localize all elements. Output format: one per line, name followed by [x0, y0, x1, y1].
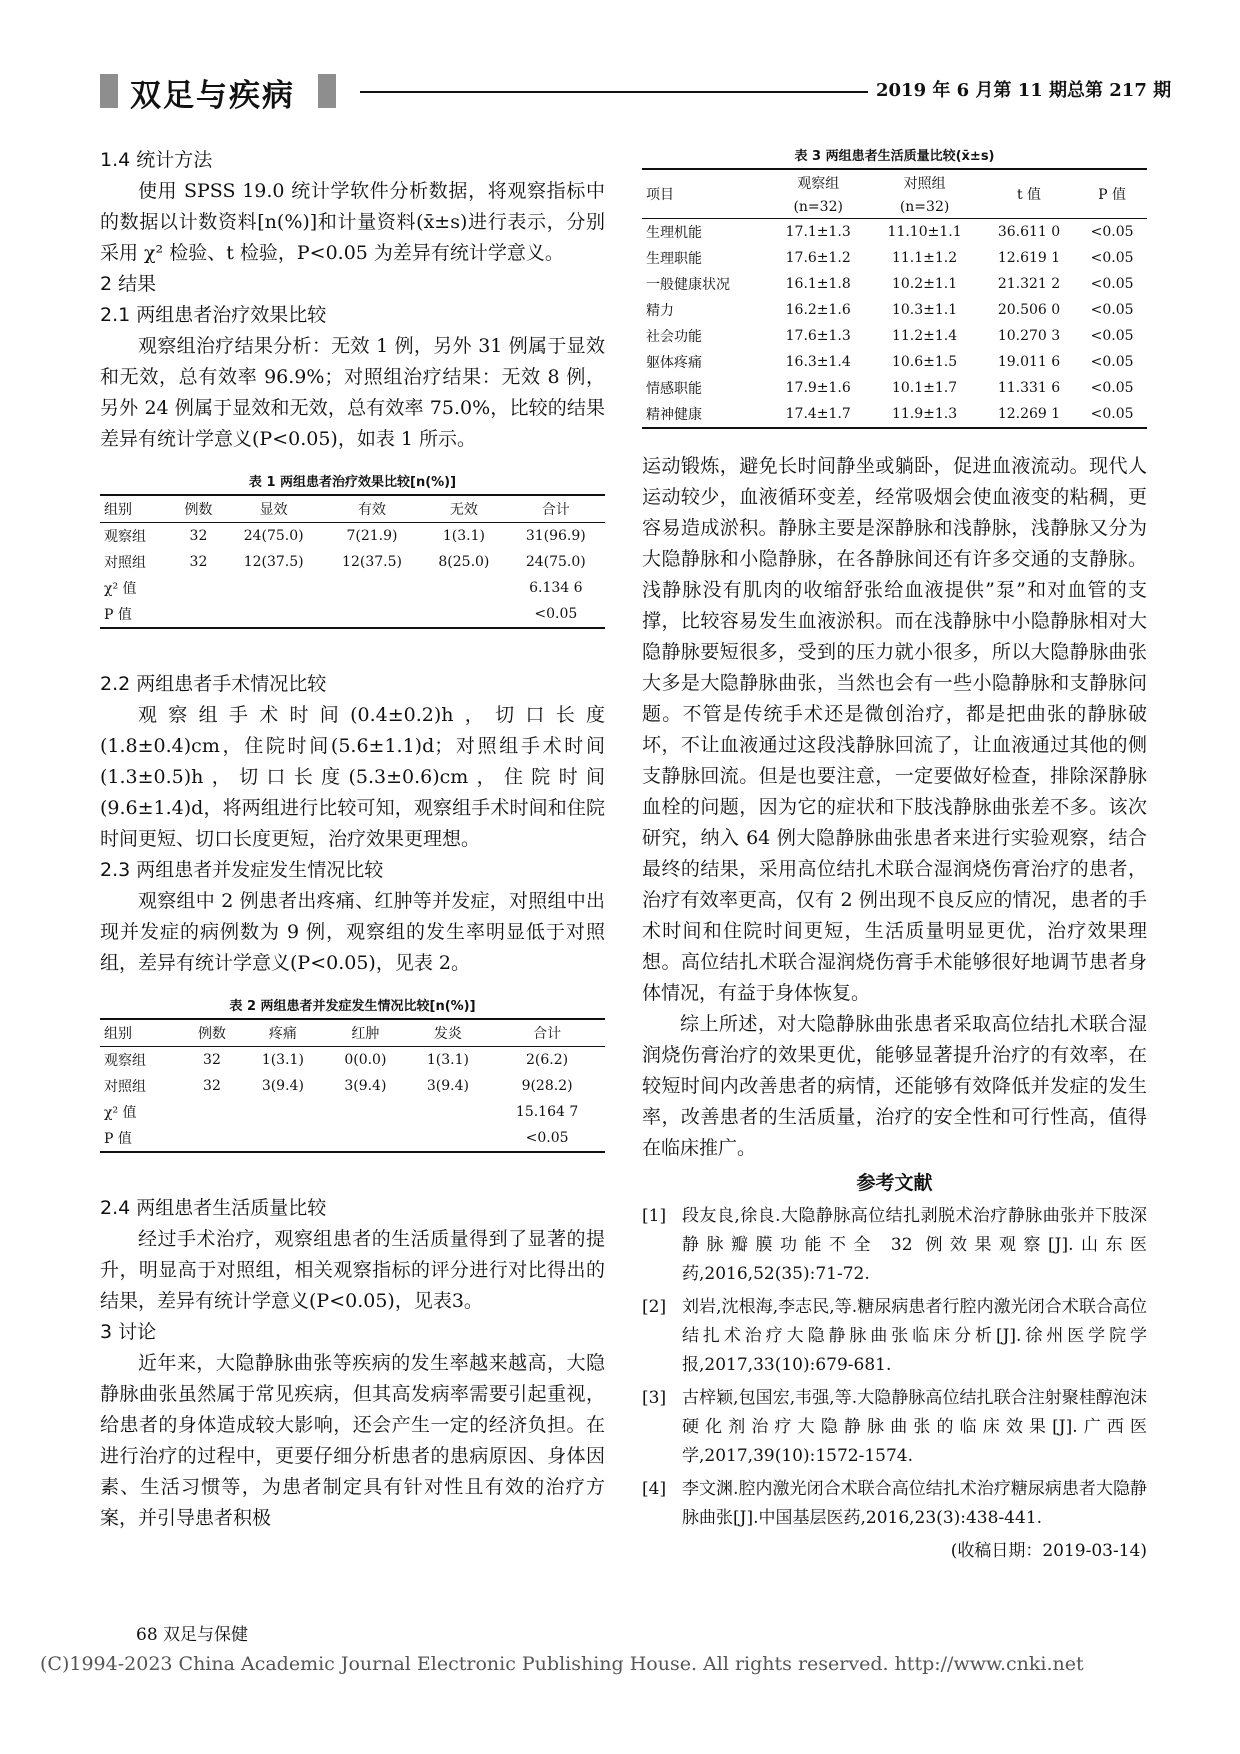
table-cell: 一般健康状况	[646, 277, 730, 293]
table-cell: 11.1±1.2	[891, 250, 958, 266]
table-cell: 11.2±1.4	[891, 328, 958, 344]
table-2-header: 组别	[100, 1019, 182, 1047]
reference-number: [4]	[642, 1479, 667, 1499]
table-cell: 观察组	[104, 1053, 146, 1069]
table-1	[100, 494, 605, 629]
table-cell: 32	[189, 528, 208, 544]
table-1-header: 有效	[323, 495, 421, 523]
reference-text: 李文渊.腔内激光闭合术联合高位结扎术治疗糖尿病患者大隐静脉曲张[J].中国基层医药,2016,23(3):438-441.	[682, 1479, 1147, 1528]
table-row	[642, 349, 1147, 375]
table-cell: 社会功能	[646, 329, 702, 345]
table-row	[100, 601, 605, 628]
copyright-notice: (C)1994-2023 China Academic Journal Electronic Publishing House. All rights reserved. http://www.cnki.net	[40, 1653, 1084, 1675]
reference-item	[642, 1293, 1147, 1380]
references-heading: 参考文献	[856, 1172, 933, 1194]
table-cell: 17.9±1.6	[785, 380, 851, 396]
table-cell: <0.05	[1077, 401, 1147, 428]
table-cell: 生理机能	[646, 225, 702, 241]
reference-number: [3]	[642, 1388, 667, 1408]
table-row	[642, 323, 1147, 349]
table-cell: 15.164 7	[515, 1104, 579, 1120]
table-3-subheader: (n=32)	[768, 196, 868, 219]
table-cell: 32	[203, 1052, 221, 1068]
left-column	[100, 145, 605, 1534]
table-cell: 12(37.5)	[243, 554, 304, 570]
section-2-3-text: 观察组中 2 例患者出疼痛、红肿等并发症，对照组中出现并发症的病例数为 9 例，观察组的发生率明显低于对照组，差异有统计学意义(P<0.05)，见表 2。	[100, 890, 605, 974]
table-cell: 32	[189, 554, 208, 570]
table-2-header: 例数	[182, 1019, 241, 1047]
table-cell: 10.1±1.7	[891, 380, 958, 396]
reference-text: 刘岩,沈根海,李志民,等.糖尿病患者行腔内激光闭合术联合高位结扎术治疗大隐静脉曲张临床分析[J].徐州医学院学报,2017,33(10):679-681.	[682, 1297, 1147, 1375]
section-2-4-heading: 2.4 两组患者生活质量比较	[100, 1197, 327, 1219]
header-decor-bar-left	[100, 74, 118, 108]
table-cell: 9(28.2)	[521, 1078, 573, 1094]
table-3	[642, 168, 1147, 429]
table-3-header: t 值	[981, 169, 1077, 219]
table-2-header: 合计	[489, 1019, 605, 1047]
table-cell: 16.1±1.8	[785, 276, 851, 292]
table-cell: 7(21.9)	[346, 528, 398, 544]
conclusion-text: 综上所述，对大隐静脉曲张患者采取高位结扎术联合湿润烧伤膏治疗的效果更优，能够显著提升治疗的有效率，在较短时间内改善患者的病情，还能够有效降低并发症的发生率，改善患者的生活质量，治疗的安全性和可行性高，值得在临床推广。	[642, 1013, 1147, 1159]
table-cell: 精神健康	[642, 401, 768, 428]
issue-info: 2019 年 6 月第 11 期总第 217 期	[876, 80, 1172, 101]
table-cell: P 值	[100, 1125, 182, 1152]
table-cell: 11.10±1.1	[887, 224, 962, 240]
section-1-4-text: 使用 SPSS 19.0 统计学软件分析数据，将观察指标中的数据以计数资料[n(%)]和计量资料(x̄±s)进行表示，分别采用 χ² 检验、t 检验，P<0.05 为差异有统计学意义。	[100, 180, 605, 264]
table-3-header: 对照组	[868, 169, 980, 196]
table-cell: 24(75.0)	[243, 528, 304, 544]
table-2-header: 红肿	[324, 1019, 407, 1047]
table-3-caption: 表 3 两组患者生活质量比较(x̄±s)	[794, 149, 995, 164]
table-cell: <0.05	[1090, 276, 1134, 292]
table-cell: 36.611 0	[997, 224, 1061, 240]
table-cell: χ² 值	[104, 581, 137, 597]
table-1-header: 例数	[172, 495, 224, 523]
table-cell: P 值	[100, 601, 172, 628]
table-cell: 6.134 6	[529, 580, 583, 596]
section-2-2-heading: 2.2 两组患者手术情况比较	[100, 673, 327, 695]
table-cell: 17.6±1.3	[785, 328, 851, 344]
header-decor-bar-right	[318, 74, 336, 108]
table-2-caption: 表 2 两组患者并发症发生情况比较[n(%)]	[229, 999, 476, 1014]
table-cell: 24(75.0)	[525, 554, 586, 570]
table-cell: 12.619 1	[997, 250, 1061, 266]
table-cell: <0.05	[1090, 354, 1134, 370]
journal-title: 双足与疾病	[130, 78, 295, 114]
table-row	[642, 297, 1147, 323]
table-cell: 17.4±1.7	[768, 401, 868, 428]
table-cell: 21.321 2	[997, 276, 1061, 292]
table-cell: 3(9.4)	[426, 1078, 469, 1094]
table-cell: 17.6±1.2	[785, 250, 851, 266]
table-cell: <0.05	[1090, 380, 1134, 396]
table-1-header: 组别	[100, 495, 172, 523]
received-date: (收稿日期：2019-03-14)	[950, 1541, 1147, 1561]
reference-number: [2]	[642, 1297, 667, 1317]
table-row	[642, 375, 1147, 401]
table-cell: 对照组	[104, 555, 146, 571]
table-3-header: 项目	[642, 169, 768, 219]
table-row	[100, 549, 605, 575]
table-row	[100, 1073, 605, 1099]
table-1-header: 合计	[507, 495, 605, 523]
section-3-heading: 3 讨论	[100, 1321, 157, 1343]
table-3-header: 观察组	[768, 169, 868, 196]
reference-text: 段友良,徐良.大隐静脉高位结扎剥脱术治疗静脉曲张并下肢深静脉瓣膜功能不全 32 例效果观察[J].山东医药,2016,52(35):71-72.	[682, 1206, 1147, 1284]
reference-number: [1]	[642, 1206, 667, 1226]
table-row	[100, 1125, 605, 1152]
reference-item	[642, 1475, 1147, 1533]
reference-item	[642, 1202, 1147, 1289]
table-cell: <0.05	[1090, 302, 1134, 318]
table-2-header: 疼痛	[242, 1019, 325, 1047]
table-cell: 11.9±1.3	[868, 401, 980, 428]
table-2-header: 发炎	[407, 1019, 490, 1047]
section-3-text: 近年来，大隐静脉曲张等疾病的发生率越来越高，大隐静脉曲张虽然属于常见疾病，但其高发病率需要引起重视，给患者的身体造成较大影响，还会产生一定的经济负担。在进行治疗的过程中，更要仔细分析患者的患病原因、身体因素、生活习惯等，为患者制定具有针对性且有效的治疗方案，并引导患者积极	[100, 1352, 605, 1529]
table-cell: 1(3.1)	[261, 1052, 304, 1068]
table-cell: 精力	[646, 303, 674, 319]
table-1-header: 显效	[225, 495, 323, 523]
section-2-2-text: 观察组手术时间(0.4±0.2)h，切口长度(1.8±0.4)cm，住院时间(5.6±1.1)d；对照组手术时间(1.3±0.5)h，切口长度(5.3±0.6)cm，住院时间(9.6±1.4)d，将两组进行比较可知，观察组手术时间和住院时间更短、切口长度更短，治疗效果更理想。	[100, 704, 605, 850]
table-cell: χ² 值	[104, 1105, 137, 1121]
table-cell: 2(6.2)	[526, 1052, 569, 1068]
table-cell: 3(9.4)	[261, 1078, 304, 1094]
table-cell: 17.1±1.3	[785, 224, 851, 240]
section-1-4-heading: 1.4 统计方法	[100, 149, 213, 171]
table-row	[642, 219, 1147, 246]
table-cell: <0.05	[1090, 328, 1134, 344]
table-cell: 31(96.9)	[525, 528, 586, 544]
table-cell: 1(3.1)	[442, 528, 485, 544]
table-cell: 情感职能	[646, 381, 702, 397]
reference-item	[642, 1384, 1147, 1471]
table-cell: 32	[203, 1078, 221, 1094]
table-cell: 19.011 6	[997, 354, 1061, 370]
table-cell: 3(9.4)	[344, 1078, 387, 1094]
table-cell: 对照组	[104, 1079, 146, 1095]
table-cell: 10.6±1.5	[891, 354, 958, 370]
page-footer: 68 双足与保健	[136, 1625, 249, 1645]
table-cell: 16.3±1.4	[785, 354, 851, 370]
table-3-header: P 值	[1077, 169, 1147, 219]
section-2-4-text: 经过手术治疗，观察组患者的生活质量得到了显著的提升，明显高于对照组，相关观察指标的评分进行对比得出的结果，差异有统计学意义(P<0.05)，见表3。	[100, 1228, 605, 1312]
section-2-heading: 2 结果	[100, 273, 157, 295]
table-cell: 12(37.5)	[342, 554, 402, 570]
table-cell: 8(25.0)	[438, 554, 490, 570]
table-cell: <0.05	[1090, 250, 1134, 266]
table-1-header: 无效	[421, 495, 506, 523]
table-cell: 0(0.0)	[344, 1052, 387, 1068]
section-2-1-heading: 2.1 两组患者治疗效果比较	[100, 304, 327, 326]
reference-text: 古梓颖,包国宏,韦强,等.大隐静脉高位结扎联合注射聚桂醇泡沫硬化剂治疗大隐静脉曲张的临床效果[J].广西医学,2017,39(10):1572-1574.	[682, 1388, 1147, 1466]
table-3-subheader: (n=32)	[868, 196, 980, 219]
table-cell: 10.2±1.1	[891, 276, 958, 292]
table-row	[100, 575, 605, 601]
table-cell: 10.3±1.1	[891, 302, 958, 318]
table-cell: 生理职能	[646, 251, 702, 267]
table-cell: 躯体疼痛	[646, 355, 702, 371]
table-cell: 1(3.1)	[426, 1052, 469, 1068]
table-cell: <0.05	[1090, 224, 1134, 240]
table-row	[642, 401, 1147, 428]
section-2-3-heading: 2.3 两组患者并发症发生情况比较	[100, 859, 384, 881]
table-cell: 11.331 6	[997, 380, 1061, 396]
table-cell: <0.05	[489, 1125, 605, 1152]
table-row	[642, 245, 1147, 271]
table-row	[642, 271, 1147, 297]
table-row	[100, 1047, 605, 1074]
section-2-1-text: 观察组治疗结果分析：无效 1 例，另外 31 例属于显效和无效，总有效率 96.9%；对照组治疗结果：无效 8 例，另外 24 例属于显效和无效，总有效率 75.0%，比较的结果差异有统计学意义(P<0.05)，如表 1 所示。	[100, 335, 605, 450]
discussion-continued-text: 运动锻炼，避免长时间静坐或躺卧，促进血液流动。现代人运动较少，血液循环变差，经常吸烟会使血液变的粘稠，更容易造成淤积。静脉主要是深静脉和浅静脉，浅静脉又分为大隐静脉和小隐静脉，在各静脉间还有许多交通的支静脉。浅静脉没有肌肉的收缩舒张给血液提供”泵”和对血管的支撑，比较容易发生血液淤积。而在浅静脉中小隐静脉相对大隐静脉要短很多，受到的压力就小很多，所以大隐静脉曲张大多是大隐静脉曲张，当然也会有一些小隐静脉和支静脉问题。不管是传统手术还是微创治疗，都是把曲张的静脉破坏，不让血液通过这段浅静脉回流了，让血液通过其他的侧支静脉回流。但是也要注意，一定要做好检查，排除深静脉血栓的问题，因为它的症状和下肢浅静脉曲张差不多。该次研究，纳入 64 例大隐静脉曲张患者来进行实验观察，结合最终的结果，采用高位结扎术联合湿润烧伤膏治疗的患者，治疗有效率更高，仅有 2 例出现不良反应的情况，患者的手术时间和住院时间更短，生活质量明显更优，治疗效果理想。高位结扎术联合湿润烧伤膏手术能够很好地调节患者身体情况，有益于身体恢复。	[642, 455, 1147, 1004]
table-2	[100, 1018, 605, 1153]
table-cell: 12.269 1	[981, 401, 1077, 428]
table-row	[100, 1099, 605, 1125]
right-column	[642, 145, 1147, 1566]
table-1-caption: 表 1 两组患者治疗效果比较[n(%)]	[248, 475, 457, 490]
table-cell: 观察组	[104, 529, 146, 545]
table-cell: 10.270 3	[997, 328, 1061, 344]
table-row	[100, 523, 605, 550]
table-cell: 16.2±1.6	[785, 302, 851, 318]
table-cell: <0.05	[507, 601, 605, 628]
table-cell: 20.506 0	[997, 302, 1061, 318]
header-rule	[360, 91, 868, 93]
